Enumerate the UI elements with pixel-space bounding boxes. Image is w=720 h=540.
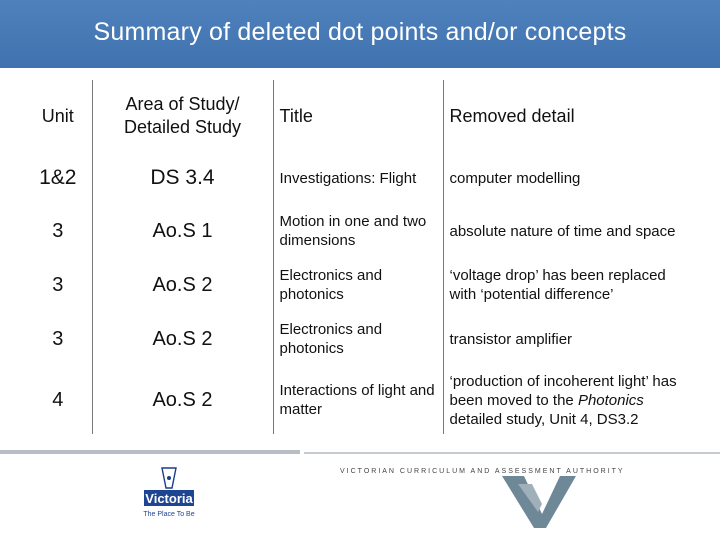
slide-title: Summary of deleted dot points and/or concepts [93, 18, 627, 46]
cell-removed: computer modelling [449, 169, 581, 187]
cell-title: Electronics and photonics [273, 258, 443, 312]
cell-unit: 4 [24, 366, 92, 434]
footer-divider-right [304, 452, 720, 454]
cell-title: Electronics and photonics [273, 312, 443, 366]
header-title: Title [273, 80, 443, 152]
removed-text-emphasis: Photonics [577, 391, 644, 409]
table-header-row [24, 80, 696, 152]
victoria-tagline: The Place To Be [143, 511, 195, 518]
cell-unit: 3 [24, 258, 92, 312]
cell-removed: ‘voltage drop’ has been replaced with ‘potential difference’ [449, 267, 666, 303]
table-row [24, 152, 696, 204]
victoria-logo [142, 466, 196, 518]
table-row [24, 366, 696, 434]
cell-area: Ao.S 2 [92, 258, 273, 312]
cell-unit: 3 [24, 204, 92, 258]
header-unit: Unit [24, 80, 92, 152]
cell-area: Ao.S 1 [92, 204, 273, 258]
cell-title: Investigations: Flight [273, 152, 443, 204]
cell-area: Ao.S 2 [92, 312, 273, 366]
cell-area: Ao.S 2 [92, 366, 273, 434]
cell-title: Motion in one and two dimensions [273, 204, 443, 258]
header-area: Area of Study/ Detailed Study [92, 80, 273, 152]
table-row [24, 312, 696, 366]
header-removed: Removed detail [449, 105, 575, 126]
cell-unit: 3 [24, 312, 92, 366]
removed-text-post: detailed study, Unit 4, DS3.2 [449, 410, 639, 428]
cell-removed [443, 366, 696, 434]
summary-table [24, 80, 696, 434]
cell-removed: absolute nature of time and space [449, 222, 676, 240]
victoria-logo-text: Victoria [145, 491, 193, 506]
cell-removed: transistor amplifier [449, 330, 573, 348]
vcaa-logo [498, 474, 578, 530]
cell-area: DS 3.4 [92, 152, 273, 204]
footer-divider-left [0, 450, 300, 454]
table-row [24, 258, 696, 312]
removed-text-pre: ‘production of incoherent light’ has been moved to the [449, 372, 677, 409]
cell-unit: 1&2 [24, 152, 92, 204]
vcaa-name: VICTORIAN CURRICULUM AND ASSESSMENT AUTHORITY [340, 468, 625, 475]
cell-title: Interactions of light and matter [273, 366, 443, 434]
title-bar [0, 0, 720, 68]
table-row [24, 204, 696, 258]
